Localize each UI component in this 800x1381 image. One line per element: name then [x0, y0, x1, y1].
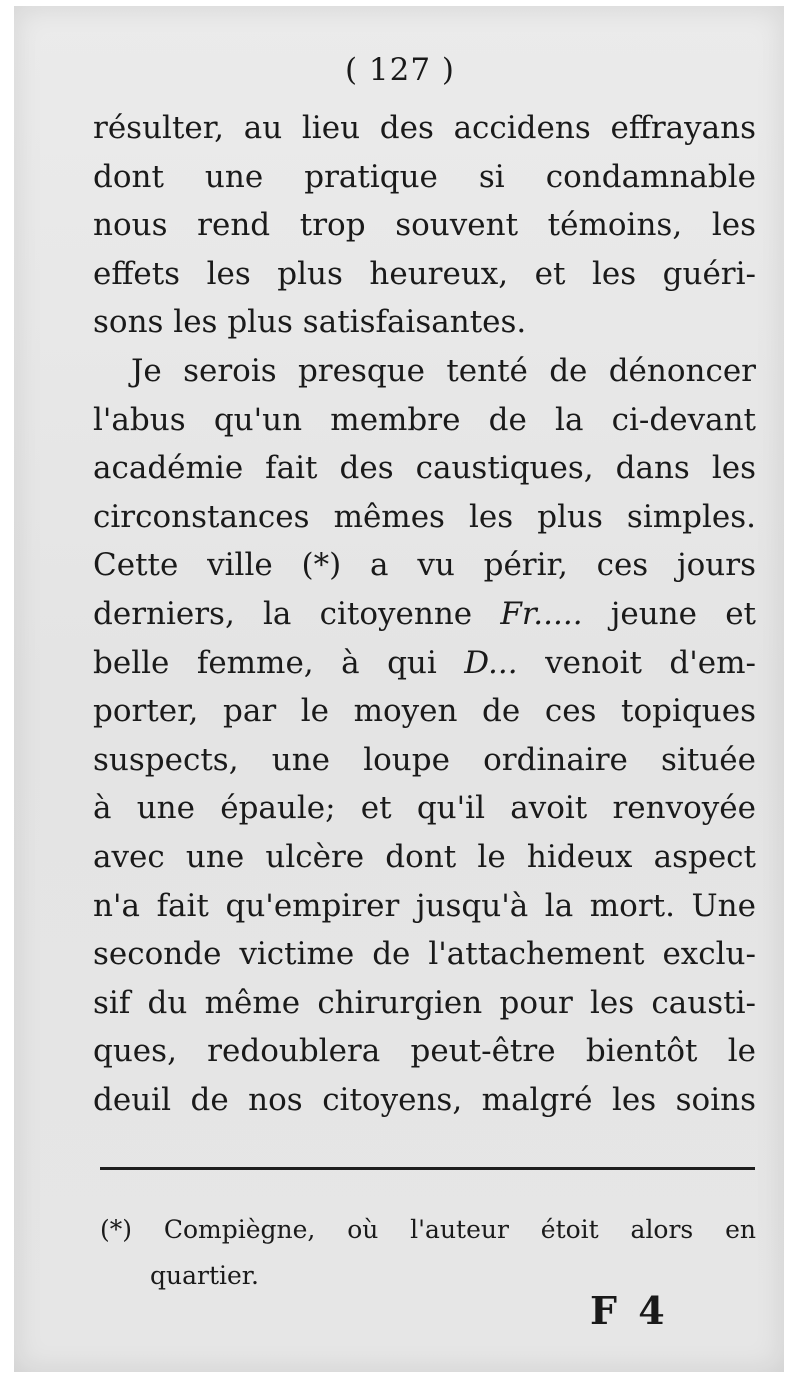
text-segment: jeune et — [582, 595, 757, 632]
text-line: porter, par le moyen de ces topiques — [93, 693, 756, 730]
text-line: à une épaule; et qu'il avoit renvoyée — [93, 790, 756, 827]
text-line: sons les plus satisfaisantes. — [93, 304, 527, 341]
text-line: nous rend trop souvent témoins, les — [93, 207, 756, 244]
text-line: l'abus qu'un membre de la ci-devant — [93, 401, 756, 438]
page-number: ( 127 ) — [344, 52, 456, 88]
text-line: Cette ville (*) a vu périr, ces jours — [93, 547, 756, 584]
text-line: résulter, au lieu des accidens effrayans — [93, 110, 756, 146]
main-text — [93, 104, 756, 1124]
footnote-line: quartier. — [150, 1261, 259, 1290]
name-abbreviation: Fr..... — [500, 595, 583, 632]
footnote — [100, 1207, 756, 1299]
text-segment: belle femme, à qui — [93, 644, 465, 681]
text-line: suspects, une loupe ordinaire située — [93, 741, 756, 778]
text-line: Je serois presque tenté de dénoncer — [131, 352, 756, 389]
text-line — [93, 590, 756, 639]
text-line: deuil de nos citoyens, malgré les soins — [93, 1081, 756, 1118]
text-line: n'a fait qu'empirer jusqu'à la mort. Une — [93, 887, 756, 924]
signature-mark: F 4 — [590, 1288, 669, 1333]
text-line: effets les plus heureux, et les guéri- — [93, 255, 756, 292]
footnote-rule — [100, 1167, 755, 1170]
text-segment: venoit d'em- — [517, 644, 757, 681]
text-line: seconde victime de l'attachement exclu- — [93, 936, 756, 973]
text-line: dont une pratique si condamnable — [93, 158, 756, 195]
text-line — [93, 639, 756, 688]
name-abbreviation: D... — [464, 644, 518, 681]
text-line: avec une ulcère dont le hideux aspect — [93, 838, 756, 875]
text-line: académie fait des caustiques, dans les — [93, 450, 756, 487]
text-line: ques, redoublera peut-être bientôt le — [93, 1033, 756, 1070]
footnote-line: (*) Compiègne, où l'auteur étoit alors en — [100, 1215, 756, 1244]
text-line: sif du même chirurgien pour les causti- — [93, 984, 756, 1021]
text-line: circonstances mêmes les plus simples. — [93, 498, 756, 535]
text-segment: derniers, la citoyenne — [93, 595, 501, 632]
